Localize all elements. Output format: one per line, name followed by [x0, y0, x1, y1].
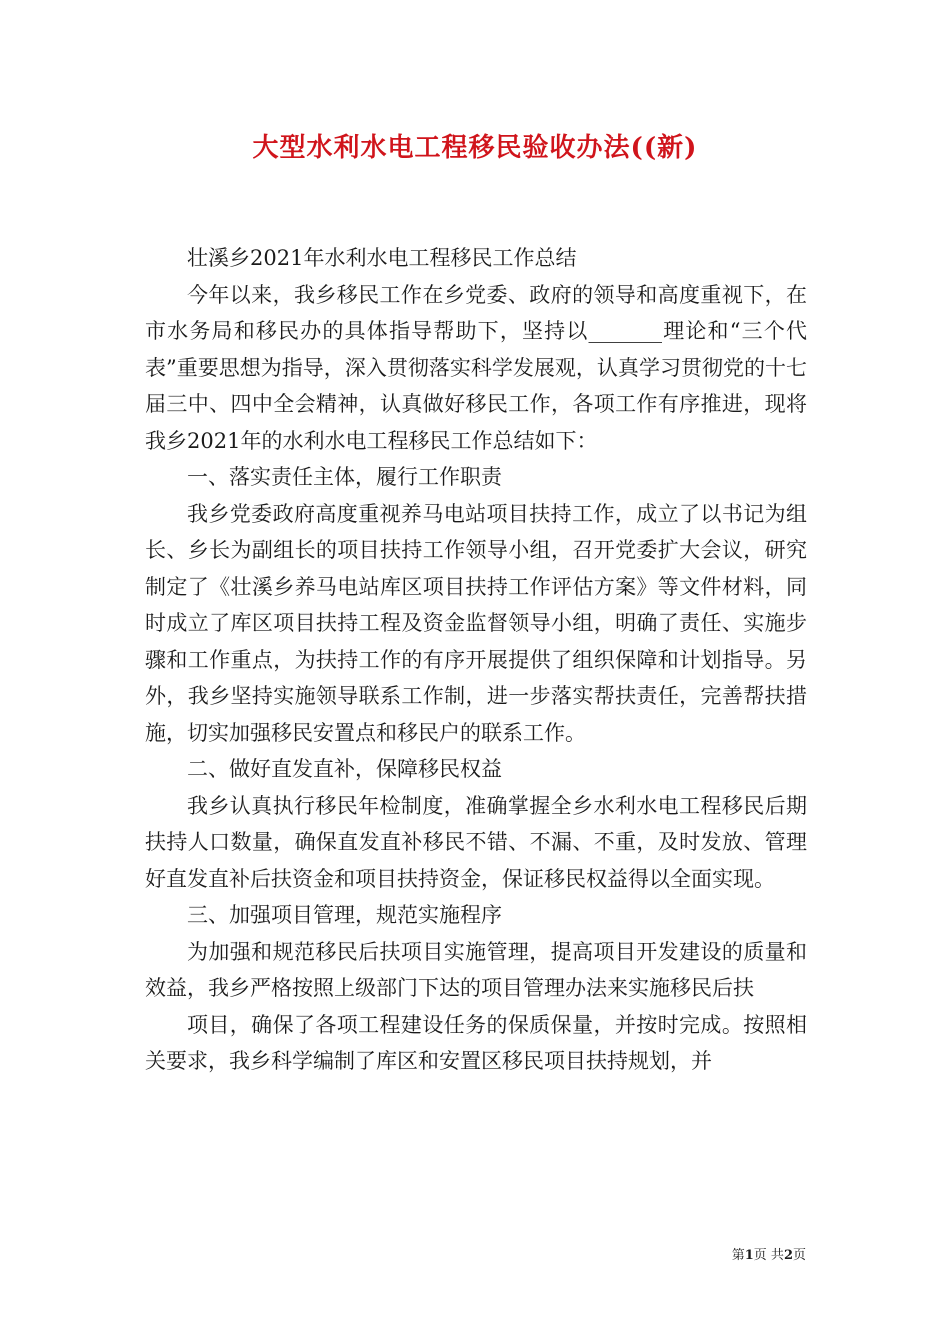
section-heading-2: 二、做好直发直补，保障移民权益 — [187, 757, 502, 781]
footer-middle: 页 共 — [753, 1248, 784, 1263]
footer-current-page: 1 — [744, 1248, 754, 1263]
section-heading-3: 三、加强项目管理，规范实施程序 — [187, 903, 502, 927]
paragraph-section-2: 我乡认真执行移民年检制度，准确掌握全乡水利水电工程移民后期扶持人口数量，确保直发直补移民不错、不漏、不重，及时发放、管理好直发直补后扶资金和项目扶持资金，保证移民权益得以全面实现。 — [145, 793, 807, 891]
paragraph-section-3: 为加强和规范移民后扶项目实施管理，提高项目开发建设的质量和效益，我乡严格按照上级部门下达的项目管理办法来实施移民后扶 — [145, 939, 807, 1000]
paragraph-section-3-continued: 项目，确保了各项工程建设任务的保质保量，并按时完成。按照相关要求，我乡科学编制了库区和安置区移民项目扶持规划，并 — [145, 1012, 807, 1073]
page-number-footer — [732, 1247, 806, 1265]
section-heading-1: 一、落实责任主体，履行工作职责 — [187, 465, 502, 489]
document-body — [145, 240, 807, 1080]
paragraph-subtitle: 壮溪乡2021年水利水电工程移民工作总结 — [187, 246, 577, 270]
footer-prefix: 第 — [731, 1248, 745, 1263]
paragraph-intro: 今年以来，我乡移民工作在乡党委、政府的领导和高度重视下，在市水务局和移民办的具体指导帮助下，坚持以_______理论和“三个代表”重要思想为指导，深入贯彻落实科学发展观，认真学习贯彻党的十七届三中、四中全会精神，认真做好移民工作，各项工作有序推进，现将我乡2021年的水利水电工程移民工作总结如下： — [145, 282, 807, 453]
paragraph-section-1: 我乡党委政府高度重视养马电站项目扶持工作，成立了以书记为组长、乡长为副组长的项目扶持工作领导小组，召开党委扩大会议，研究制定了《壮溪乡养马电站库区项目扶持工作评估方案》等文件材料，同时成立了库区项目扶持工程及资金监督领导小组，明确了责任、实施步骤和工作重点，为扶持工作的有序开展提供了组织保障和计划指导。另外，我乡坚持实施领导联系工作制，进一步落实帮扶责任，完善帮扶措施，切实加强移民安置点和移民户的联系工作。 — [145, 501, 807, 745]
footer-suffix: 页 — [792, 1248, 806, 1263]
footer-total-pages: 2 — [783, 1248, 793, 1263]
document-title: 大型水利水电工程移民验收办法((新) — [252, 133, 698, 163]
